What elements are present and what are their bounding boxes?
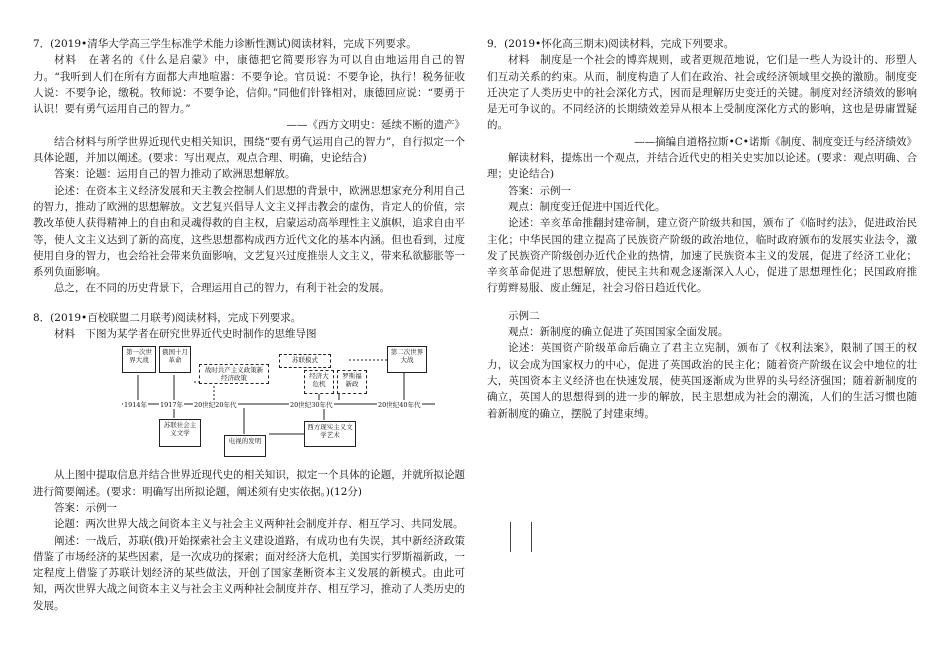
q9-example-2: 示例二 xyxy=(508,309,540,322)
mind-map-diagram xyxy=(119,342,439,464)
decade-1920s: 20世纪20年代 xyxy=(194,401,237,410)
q9-argument-2: 论述：英国资产阶级革命后确立了君主立宪制，颁布了《权利法案》，限制了国王的权力，议会成为国家权力的中心，促进了英国政治的民主化；随着资产阶级在议会中地位的壮大，英国资本主义经济也在快速发展，使英国逐渐成为世界的头号经济强国；随着新制度的确立，英国人的思想得到的进一步的解放，民主思想成为社会的潮流，人们的生活习惯也随着新制度的确立，摆脱了封建束缚。 xyxy=(487,342,917,420)
q8-material: 材料 下图为某学者在研究世界近代史时制作的思维导图 xyxy=(54,328,317,341)
decade-1940s: 20世纪40年代 xyxy=(378,401,421,410)
node-ww2: 第二次世界大战 xyxy=(387,346,427,373)
node-western-realism: 西方现实主义文学艺术 xyxy=(304,421,356,447)
q7-conclusion: 总之，在不同的历史背景下，合理运用自己的智力，有利于社会的发展。 xyxy=(54,282,390,295)
q7-answer: 答案：论题：运用自己的智力推动了欧洲思想解放。 xyxy=(54,168,296,181)
node-roosevelt: 罗斯福新政 xyxy=(337,370,367,394)
q8-thesis: 论题：两次世界大战之间资本主义与社会主义两种社会制度并存、相互学习、共同发展。 xyxy=(54,518,464,531)
q7-task: 结合材料与所学世界近现代史相关知识，围绕“要有勇气运用自己的智力”，自行拟定一个具体论题，并加以阐述。(要求：写出观点，观点合理、明确，史论结合) xyxy=(33,135,465,165)
q7-source: ——《西方文明史：延续不断的遗产》 xyxy=(286,119,465,132)
q9-answer: 答案：示例一 xyxy=(508,184,571,197)
q8-argument: 阐述：一战后，苏联(俄)开始探索社会主义建设道路，有成功也有失误，其中新经济政策借鉴了市场经济的某些因素，是一次成功的探索；面对经济大危机，美国实行罗斯福新政，一定程度上借鉴了苏联计划经济的某些做法，开创了国家垄断资本主义发展的新模式。由此可知，两次世界大战之间资本主义与社会主义两种社会制度并存、相互学习，推动了人类历史的发展。 xyxy=(33,534,465,612)
q8-heading: 8．(2019•百校联盟二月联考)阅读材料，完成下列要求。 xyxy=(33,311,302,324)
node-october-revolution: 俄国十月革命 xyxy=(159,346,191,373)
q9-source: ——摘编自道格拉斯•C•诺斯《制度、制度变迁与经济绩效》 xyxy=(634,135,917,148)
year-1917: 1917年 xyxy=(160,401,184,410)
q9-view-2: 观点：新制度的确立促进了英国国家全面发展。 xyxy=(508,326,729,339)
node-depression: 经济大危机 xyxy=(304,370,334,394)
node-ww1: 第一次世界大战 xyxy=(122,346,156,373)
node-soviet-model: 苏联模式 xyxy=(279,354,331,368)
q8-task: 从上图中提取信息并结合世界近现代史的相关知识，拟定一个具体的论题，并就所拟论题进行简要阐述。(要求：明确写出所拟论题，阐述须有史实依据。)(12分) xyxy=(33,469,465,498)
decade-1930s: 20世纪30年代 xyxy=(290,401,333,410)
q9-material: 材料 制度是一个社会的博弈规则，或者更规范地说，它们是一些人为设计的、形塑人们互动关系的约束。从而，制度构造了人们在政治、社会或经济领域里交换的激励。制度变迁决定了人类历史中的社会深化方式，因而是理解历史变迁的关键。制度对经济绩效的影响是无可争议的。不同经济的长期绩效差异从根本上受制度深化方式的影响，这也是毋庸置疑的。 xyxy=(487,54,917,132)
node-economic-policy: 战时共产主义政策新经济政策 xyxy=(199,364,269,384)
q9-argument-1: 论述：辛亥革命推翻封建帝制，建立资产阶级共和国，颁布了《临时约法》，促进政治民主化；中华民国的建立提高了民族资产阶级的政治地位，临时政府颁布的发展实业法令，激发了民族资产阶级创办近代企业的热情，加速了民族资本主义的发展，促进了经济工业化；辛亥革命促进了思想解放，使民主共和观念逐渐深入人心，促进了思想理性化；民国政府推行剪辫易服、废止缠足，社会习俗日趋近代化。 xyxy=(487,217,917,295)
node-tv-invention: 电视的发明 xyxy=(224,435,266,457)
q8-answer: 答案：示例一 xyxy=(54,501,117,514)
q7-material: 材料 在著名的《什么是启蒙》中，康德把它简要形容为可以自由地运用自己的智力。“我听到人们在所有方面都大声地喧嚣：不要争论。官员说：不要争论，执行！税务征收人说：不要争论，缴税。牧师说：不要争论，信仰。”同他们针锋相对，康德回应说：“要勇于认识！要有勇气运用自己的智力。” xyxy=(33,54,465,116)
left-column xyxy=(33,36,465,614)
q7-argument: 论述：在资本主义经济发展和天主教会控制人们思想的背景中，欧洲思想家充分利用自己的智力，推动了欧洲的思想解放。文艺复兴倡导人文主义抨击教会的虚伪，肯定人的价值，宗教改革使人获得精神上的自由和灵魂得救的自主权，启蒙运动高举理性主义旗帜，追求自由平等，使人文主义达到了新的高度，这些思想都构成西方近代文化的基本内涵。但也看到，过度使用自身的智力，也会给社会带来负面影响，文艺复兴过度推崇人文主义，带来私欲膨胀等一系列负面影响。 xyxy=(33,184,465,279)
q9-view-1: 观点：制度变迁促进中国近代化。 xyxy=(508,200,666,213)
right-column xyxy=(487,36,917,422)
q9-heading: 9．(2019•怀化高三期末)阅读材料，完成下列要求。 xyxy=(487,38,735,50)
q7-heading: 7．(2019•清华大学高三学生标准学术能力诊断性测试)阅读材料，完成下列要求。 xyxy=(33,38,417,50)
node-socialist-literature: 苏联社会主义文学 xyxy=(159,419,201,447)
year-1914: 1914年 xyxy=(124,401,148,410)
q9-task: 解读材料，提炼出一个观点，并结合近代史的相关史实加以论述。(要求：观点明确、合理；史论结合) xyxy=(487,152,917,181)
margin-mark xyxy=(510,522,511,552)
margin-mark xyxy=(531,522,532,552)
